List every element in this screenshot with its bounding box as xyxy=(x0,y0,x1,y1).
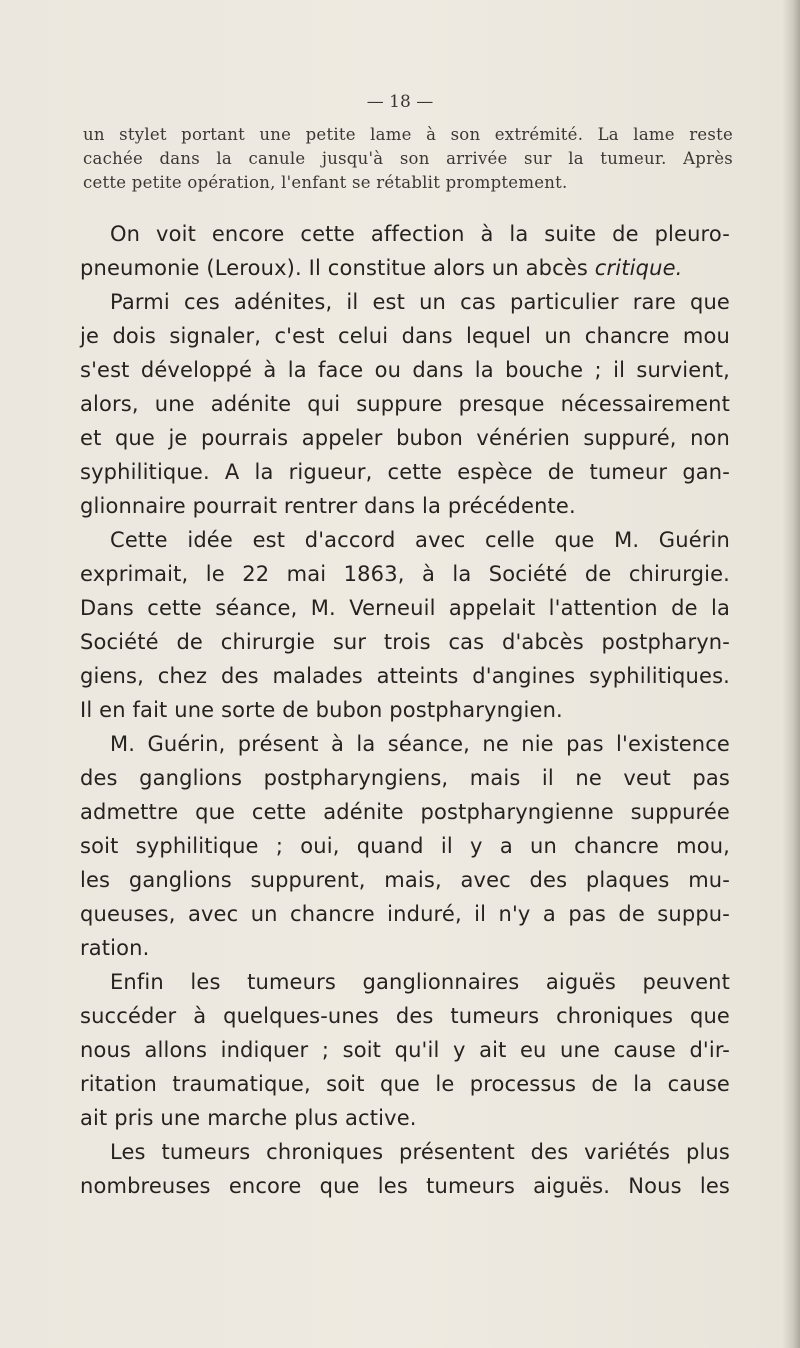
text-line: Dans cette séance, M. Verneuil appelait l'attention de la xyxy=(80,596,730,620)
text-line: un stylet portant une petite lame à son extrémité. La lame reste xyxy=(83,125,733,144)
text-line: nombreuses encore que les tumeurs aiguës. Nous les xyxy=(80,1174,730,1198)
text-line: nous allons indiquer ; soit qu'il y ait eu une cause d'ir- xyxy=(80,1038,730,1062)
text-line: cachée dans la canule jusqu'à son arrivée sur la tumeur. Après xyxy=(83,149,733,168)
text-line: syphilitique. A la rigueur, cette espèce de tumeur gan- xyxy=(80,460,730,484)
text-line: On voit encore cette affection à la suite de pleuro- xyxy=(110,222,730,246)
text-line: ritation traumatique, soit que le processus de la cause xyxy=(80,1072,730,1096)
text-line: et que je pourrais appeler bubon vénérien suppuré, non xyxy=(80,426,730,450)
text-line: Société de chirurgie sur trois cas d'abcès postpharyn- xyxy=(80,630,730,654)
text-line: alors, une adénite qui suppure presque nécessairement xyxy=(80,392,730,416)
text-line: M. Guérin, présent à la séance, ne nie pas l'existence xyxy=(110,732,730,756)
text-line: queuses, avec un chancre induré, il n'y a pas de suppu- xyxy=(80,902,730,926)
text-line: Cette idée est d'accord avec celle que M. Guérin xyxy=(110,528,730,552)
italic-word: critique. xyxy=(594,256,683,280)
text-line: Enfin les tumeurs ganglionnaires aiguës peuvent xyxy=(110,970,730,994)
text-line: ait pris une marche plus active. xyxy=(80,1106,417,1130)
text-line: ration. xyxy=(80,936,150,960)
text-line: exprimait, le 22 mai 1863, à la Société de chirurgie. xyxy=(80,562,730,586)
text-line: Il en fait une sorte de bubon postpharyngien. xyxy=(80,698,563,722)
text-line: je dois signaler, c'est celui dans lequel un chancre mou xyxy=(80,324,730,348)
text-span: pneumonie (Leroux). Il constitue alors un abcès xyxy=(80,256,595,280)
page-edge-shadow xyxy=(782,0,800,1348)
text-line: giens, chez des malades atteints d'angines syphilitiques. xyxy=(80,664,730,688)
text-line xyxy=(80,256,682,280)
text-line: les ganglions suppurent, mais, avec des plaques mu- xyxy=(80,868,730,892)
text-line: Parmi ces adénites, il est un cas particulier rare que xyxy=(110,290,730,314)
text-line: cette petite opération, l'enfant se rétablit promptement. xyxy=(83,173,568,192)
text-line: des ganglions postpharyngiens, mais il ne veut pas xyxy=(80,766,730,790)
text-line: Les tumeurs chroniques présentent des variétés plus xyxy=(110,1140,730,1164)
page-number: — 18 — xyxy=(366,92,434,112)
text-line: s'est développé à la face ou dans la bouche ; il survient, xyxy=(80,358,730,382)
text-line: glionnaire pourrait rentrer dans la précédente. xyxy=(80,494,576,518)
text-line: succéder à quelques-unes des tumeurs chroniques que xyxy=(80,1004,730,1028)
text-line: soit syphilitique ; oui, quand il y a un chancre mou, xyxy=(80,834,730,858)
text-line: admettre que cette adénite postpharyngienne suppurée xyxy=(80,800,730,824)
